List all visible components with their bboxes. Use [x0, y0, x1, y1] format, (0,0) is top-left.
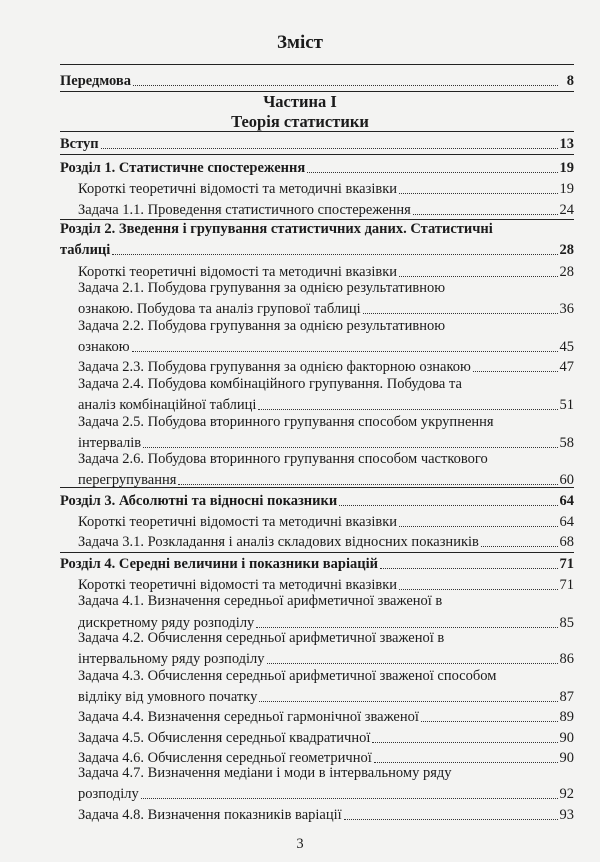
- toc-entry-task-2-2-line1: Задача 2.2. Побудова групування за однією результативною: [78, 318, 446, 334]
- toc-entry-label: Короткі теоретичні відомості та методичні вказівки: [78, 181, 398, 197]
- toc-entry-label: інтервальному ряду розподілу: [78, 651, 265, 667]
- part-subtitle: Теорія статистики: [231, 112, 369, 131]
- toc-entry-task-4-1[interactable]: [78, 610, 574, 632]
- toc-entry-task-4-7[interactable]: [78, 781, 574, 803]
- toc-entry-section-1[interactable]: [60, 155, 574, 177]
- toc-entry-label: Задача 4.4. Визначення середньої гармонічної зваженої: [78, 709, 419, 725]
- toc-entry-preface[interactable]: [60, 68, 574, 90]
- dot-leader: [133, 85, 558, 86]
- dot-leader: [143, 447, 557, 448]
- toc-entry-label: Вступ: [60, 136, 99, 152]
- divider: [60, 219, 574, 220]
- toc-entry-label: перегрупування: [78, 472, 177, 488]
- dot-leader: [421, 721, 558, 722]
- toc-entry-page: 90: [559, 730, 574, 746]
- toc-entry-label: дискретному ряду розподілу: [78, 615, 255, 631]
- toc-entry-task-4-8[interactable]: [78, 802, 574, 824]
- toc-entry-label: Задача 3.1. Розкладання і аналіз складових відносних показників: [78, 534, 479, 550]
- toc-entry-task-4-2-line1: Задача 4.2. Обчислення середньої арифметичної зваженої в: [78, 630, 445, 646]
- toc-entry-page: 28: [559, 242, 574, 258]
- dot-leader: [363, 313, 558, 314]
- toc-entry-2-theory[interactable]: [78, 259, 574, 281]
- toc-entry-page: 51: [559, 397, 574, 413]
- toc-entry-section-4[interactable]: [60, 551, 574, 573]
- toc-entry-page: 19: [559, 181, 574, 197]
- dot-leader: [344, 819, 558, 820]
- toc-entry-label: відліку від умовного початку: [78, 689, 258, 705]
- toc-entry-4-theory[interactable]: [78, 572, 574, 594]
- dot-leader: [267, 663, 558, 664]
- toc-entry-task-2-3[interactable]: [78, 354, 574, 376]
- dot-leader: [481, 546, 558, 547]
- dot-leader: [258, 409, 557, 410]
- dot-leader: [372, 742, 557, 743]
- dot-leader: [380, 568, 558, 569]
- toc-entry-section-2-line1: Розділ 2. Зведення і групування статистичних даних. Статистичні: [60, 221, 493, 237]
- toc-entry-label: Короткі теоретичні відомості та методичні вказівки: [78, 264, 398, 280]
- dot-leader: [399, 526, 557, 527]
- toc-entry-task-4-2[interactable]: [78, 646, 574, 668]
- toc-entry-task-4-7-line1: Задача 4.7. Визначення медіани і моди в інтервальному ряду: [78, 765, 452, 781]
- dot-leader: [399, 589, 557, 590]
- toc-entry-label: ознакою: [78, 339, 130, 355]
- toc-entry-label: Задача 4.5. Обчислення середньої квадратичної: [78, 730, 371, 746]
- toc-entry-task-2-6[interactable]: [78, 467, 574, 489]
- dot-leader: [178, 484, 557, 485]
- toc-entry-task-2-1[interactable]: [78, 296, 574, 318]
- toc-entry-label: Короткі теоретичні відомості та методичні вказівки: [78, 577, 398, 593]
- toc-entry-page: 47: [559, 359, 574, 375]
- toc-entry-section-3[interactable]: [60, 488, 574, 510]
- toc-entry-task-4-1-line1: Задача 4.1. Визначення середньої арифметичної зваженої в: [78, 593, 443, 609]
- toc-entry-task-3-1[interactable]: [78, 529, 574, 551]
- toc-entry-page: 85: [559, 615, 574, 631]
- toc-entry-task-2-1-line1: Задача 2.1. Побудова групування за однією результативною: [78, 280, 446, 296]
- toc-entry-task-4-6[interactable]: [78, 745, 574, 767]
- toc-entry-task-1-1[interactable]: [78, 197, 574, 219]
- toc-entry-label: таблиці: [60, 242, 111, 258]
- dot-leader: [141, 798, 558, 799]
- dot-leader: [112, 254, 557, 255]
- toc-entry-label: Розділ 4. Середні величини і показники варіацій: [60, 556, 378, 572]
- toc-entry-page: 13: [559, 136, 574, 152]
- toc-entry-page: 36: [559, 301, 574, 317]
- toc-title: Зміст: [276, 32, 323, 53]
- toc-entry-task-4-3-line1: Задача 4.3. Обчислення середньої арифметичної зваженої способом: [78, 668, 497, 684]
- toc-entry-page: 68: [559, 534, 574, 550]
- toc-entry-page: 93: [559, 807, 574, 823]
- toc-entry-page: 86: [559, 651, 574, 667]
- toc-entry-page: 87: [559, 689, 574, 705]
- dot-leader: [256, 627, 557, 628]
- toc-entry-label: Задача 1.1. Проведення статистичного спостереження: [78, 202, 411, 218]
- toc-entry-task-2-4[interactable]: [78, 392, 574, 414]
- toc-entry-intro[interactable]: [60, 131, 574, 153]
- toc-entry-label: Задача 4.6. Обчислення середньої геометричної: [78, 750, 372, 766]
- toc-entry-page: 60: [559, 472, 574, 488]
- toc-entry-page: 24: [559, 202, 574, 218]
- dot-leader: [307, 172, 557, 173]
- toc-entry-task-2-6-line1: Задача 2.6. Побудова вторинного групування способом часткового: [78, 451, 488, 467]
- toc-entry-page: 89: [559, 709, 574, 725]
- dot-leader: [399, 276, 557, 277]
- toc-entry-1-theory[interactable]: [78, 176, 574, 198]
- toc-entry-label: Короткі теоретичні відомості та методичні вказівки: [78, 514, 398, 530]
- toc-entry-3-theory[interactable]: [78, 509, 574, 531]
- toc-entry-page: 92: [559, 786, 574, 802]
- dot-leader: [132, 351, 558, 352]
- toc-entry-page: 8: [566, 73, 574, 89]
- toc-entry-task-2-5[interactable]: [78, 430, 574, 452]
- toc-entry-page: 64: [559, 493, 574, 509]
- dot-leader: [399, 193, 557, 194]
- toc-entry-task-4-4[interactable]: [78, 704, 574, 726]
- part-title: Частина І: [263, 92, 337, 111]
- dot-leader: [374, 762, 558, 763]
- toc-entry-label: Розділ 1. Статистичне спостереження: [60, 160, 306, 176]
- toc-entry-page: 45: [559, 339, 574, 355]
- toc-entry-label: інтервалів: [78, 435, 142, 451]
- toc-entry-page: 71: [559, 556, 574, 572]
- toc-entry-task-4-3[interactable]: [78, 684, 574, 706]
- page-number: 3: [296, 836, 304, 852]
- toc-entry-page: 64: [559, 514, 574, 530]
- toc-entry-page: 90: [559, 750, 574, 766]
- toc-entry-section-2[interactable]: [60, 237, 574, 259]
- toc-entry-label: Розділ 3. Абсолютні та відносні показники: [60, 493, 338, 509]
- toc-entry-task-4-5[interactable]: [78, 725, 574, 747]
- dot-leader: [473, 371, 558, 372]
- toc-entry-page: 71: [559, 577, 574, 593]
- dot-leader: [259, 701, 557, 702]
- dot-leader: [339, 505, 557, 506]
- toc-entry-label: аналіз комбінаційної таблиці: [78, 397, 257, 413]
- toc-entry-page: 28: [559, 264, 574, 280]
- toc-entry-label: Передмова: [60, 73, 132, 89]
- toc-entry-task-2-4-line1: Задача 2.4. Побудова комбінаційного групування. Побудова та: [78, 376, 462, 392]
- toc-entry-label: ознакою. Побудова та аналіз групової таблиці: [78, 301, 361, 317]
- toc-entry-label: Задача 2.3. Побудова групування за однією факторною ознакою: [78, 359, 471, 375]
- dot-leader: [101, 148, 558, 149]
- toc-entry-label: розподілу: [78, 786, 139, 802]
- dot-leader: [413, 214, 558, 215]
- toc-entry-task-2-2[interactable]: [78, 334, 574, 356]
- divider: [60, 64, 574, 65]
- toc-entry-label: Задача 4.8. Визначення показників варіації: [78, 807, 342, 823]
- toc-entry-page: 19: [559, 160, 574, 176]
- toc-entry-page: 58: [559, 435, 574, 451]
- toc-entry-task-2-5-line1: Задача 2.5. Побудова вторинного групування способом укрупнення: [78, 414, 494, 430]
